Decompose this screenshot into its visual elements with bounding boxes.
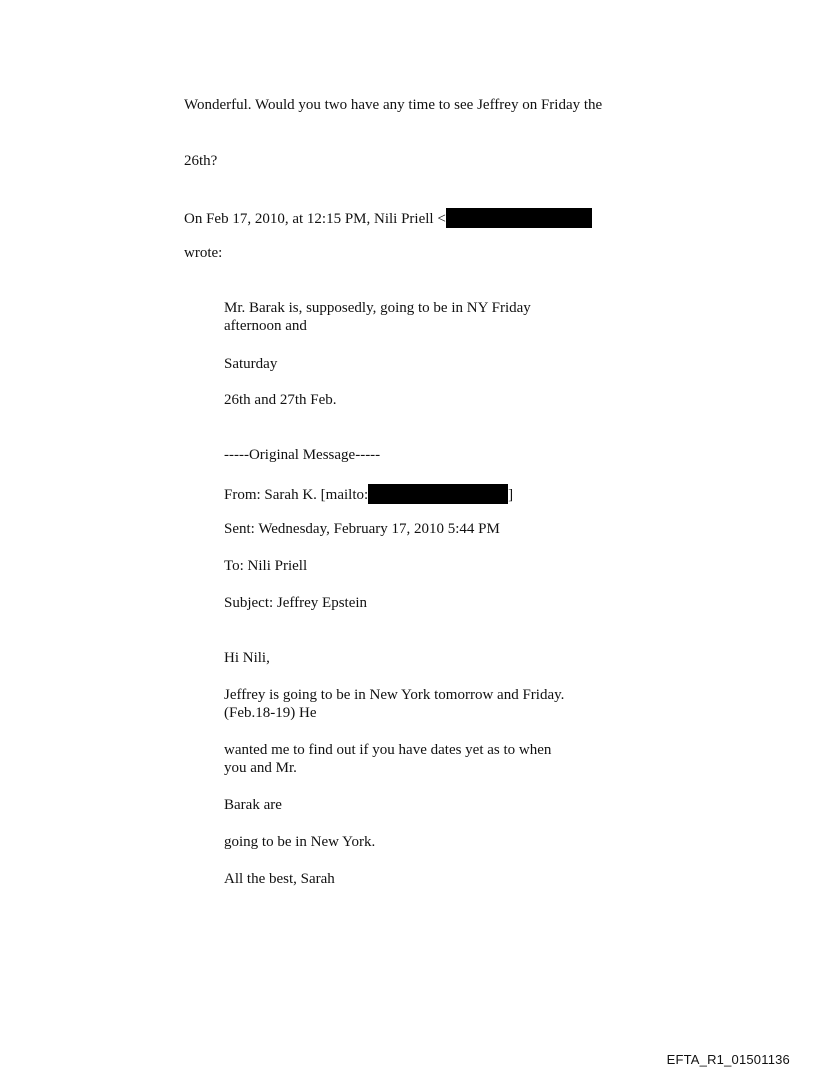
quote-header bbox=[184, 208, 592, 228]
body-line-4: you and Mr. bbox=[224, 760, 297, 776]
from-suffix: ] bbox=[508, 487, 514, 503]
body-line-2: (Feb.18-19) He bbox=[224, 705, 317, 721]
document-id: EFTA_R1_01501136 bbox=[666, 1052, 790, 1067]
body-line-3: wanted me to find out if you have dates yet as to when bbox=[224, 742, 552, 758]
reply-line-1: Wonderful. Would you two have any time to see Jeffrey on Friday the bbox=[184, 97, 603, 113]
signoff: All the best, Sarah bbox=[224, 871, 335, 887]
quoted-line-4: 26th and 27th Feb. bbox=[224, 392, 337, 408]
body-line-1: Jeffrey is going to be in New York tomorrow and Friday. bbox=[224, 687, 565, 703]
from-line bbox=[224, 484, 513, 504]
quoted-line-1: Mr. Barak is, supposedly, going to be in NY Friday bbox=[224, 300, 531, 316]
quoted-line-2: afternoon and bbox=[224, 318, 307, 334]
to-line: To: Nili Priell bbox=[224, 558, 308, 574]
greeting: Hi Nili, bbox=[224, 650, 270, 666]
quote-header-text: On Feb 17, 2010, at 12:15 PM, Nili Priell < bbox=[184, 211, 446, 227]
body-line-5: Barak are bbox=[224, 797, 282, 813]
redaction-box bbox=[368, 484, 508, 504]
from-text: From: Sarah K. [mailto: bbox=[224, 487, 369, 503]
subject-line: Subject: Jeffrey Epstein bbox=[224, 595, 368, 611]
redaction-box bbox=[446, 208, 592, 228]
body-line-6: going to be in New York. bbox=[224, 834, 376, 850]
original-message-separator: -----Original Message----- bbox=[224, 447, 381, 463]
quote-header-wrote: wrote: bbox=[184, 245, 223, 261]
sent-line: Sent: Wednesday, February 17, 2010 5:44 PM bbox=[224, 521, 500, 537]
quoted-line-3: Saturday bbox=[224, 356, 278, 372]
reply-line-2: 26th? bbox=[184, 153, 218, 169]
